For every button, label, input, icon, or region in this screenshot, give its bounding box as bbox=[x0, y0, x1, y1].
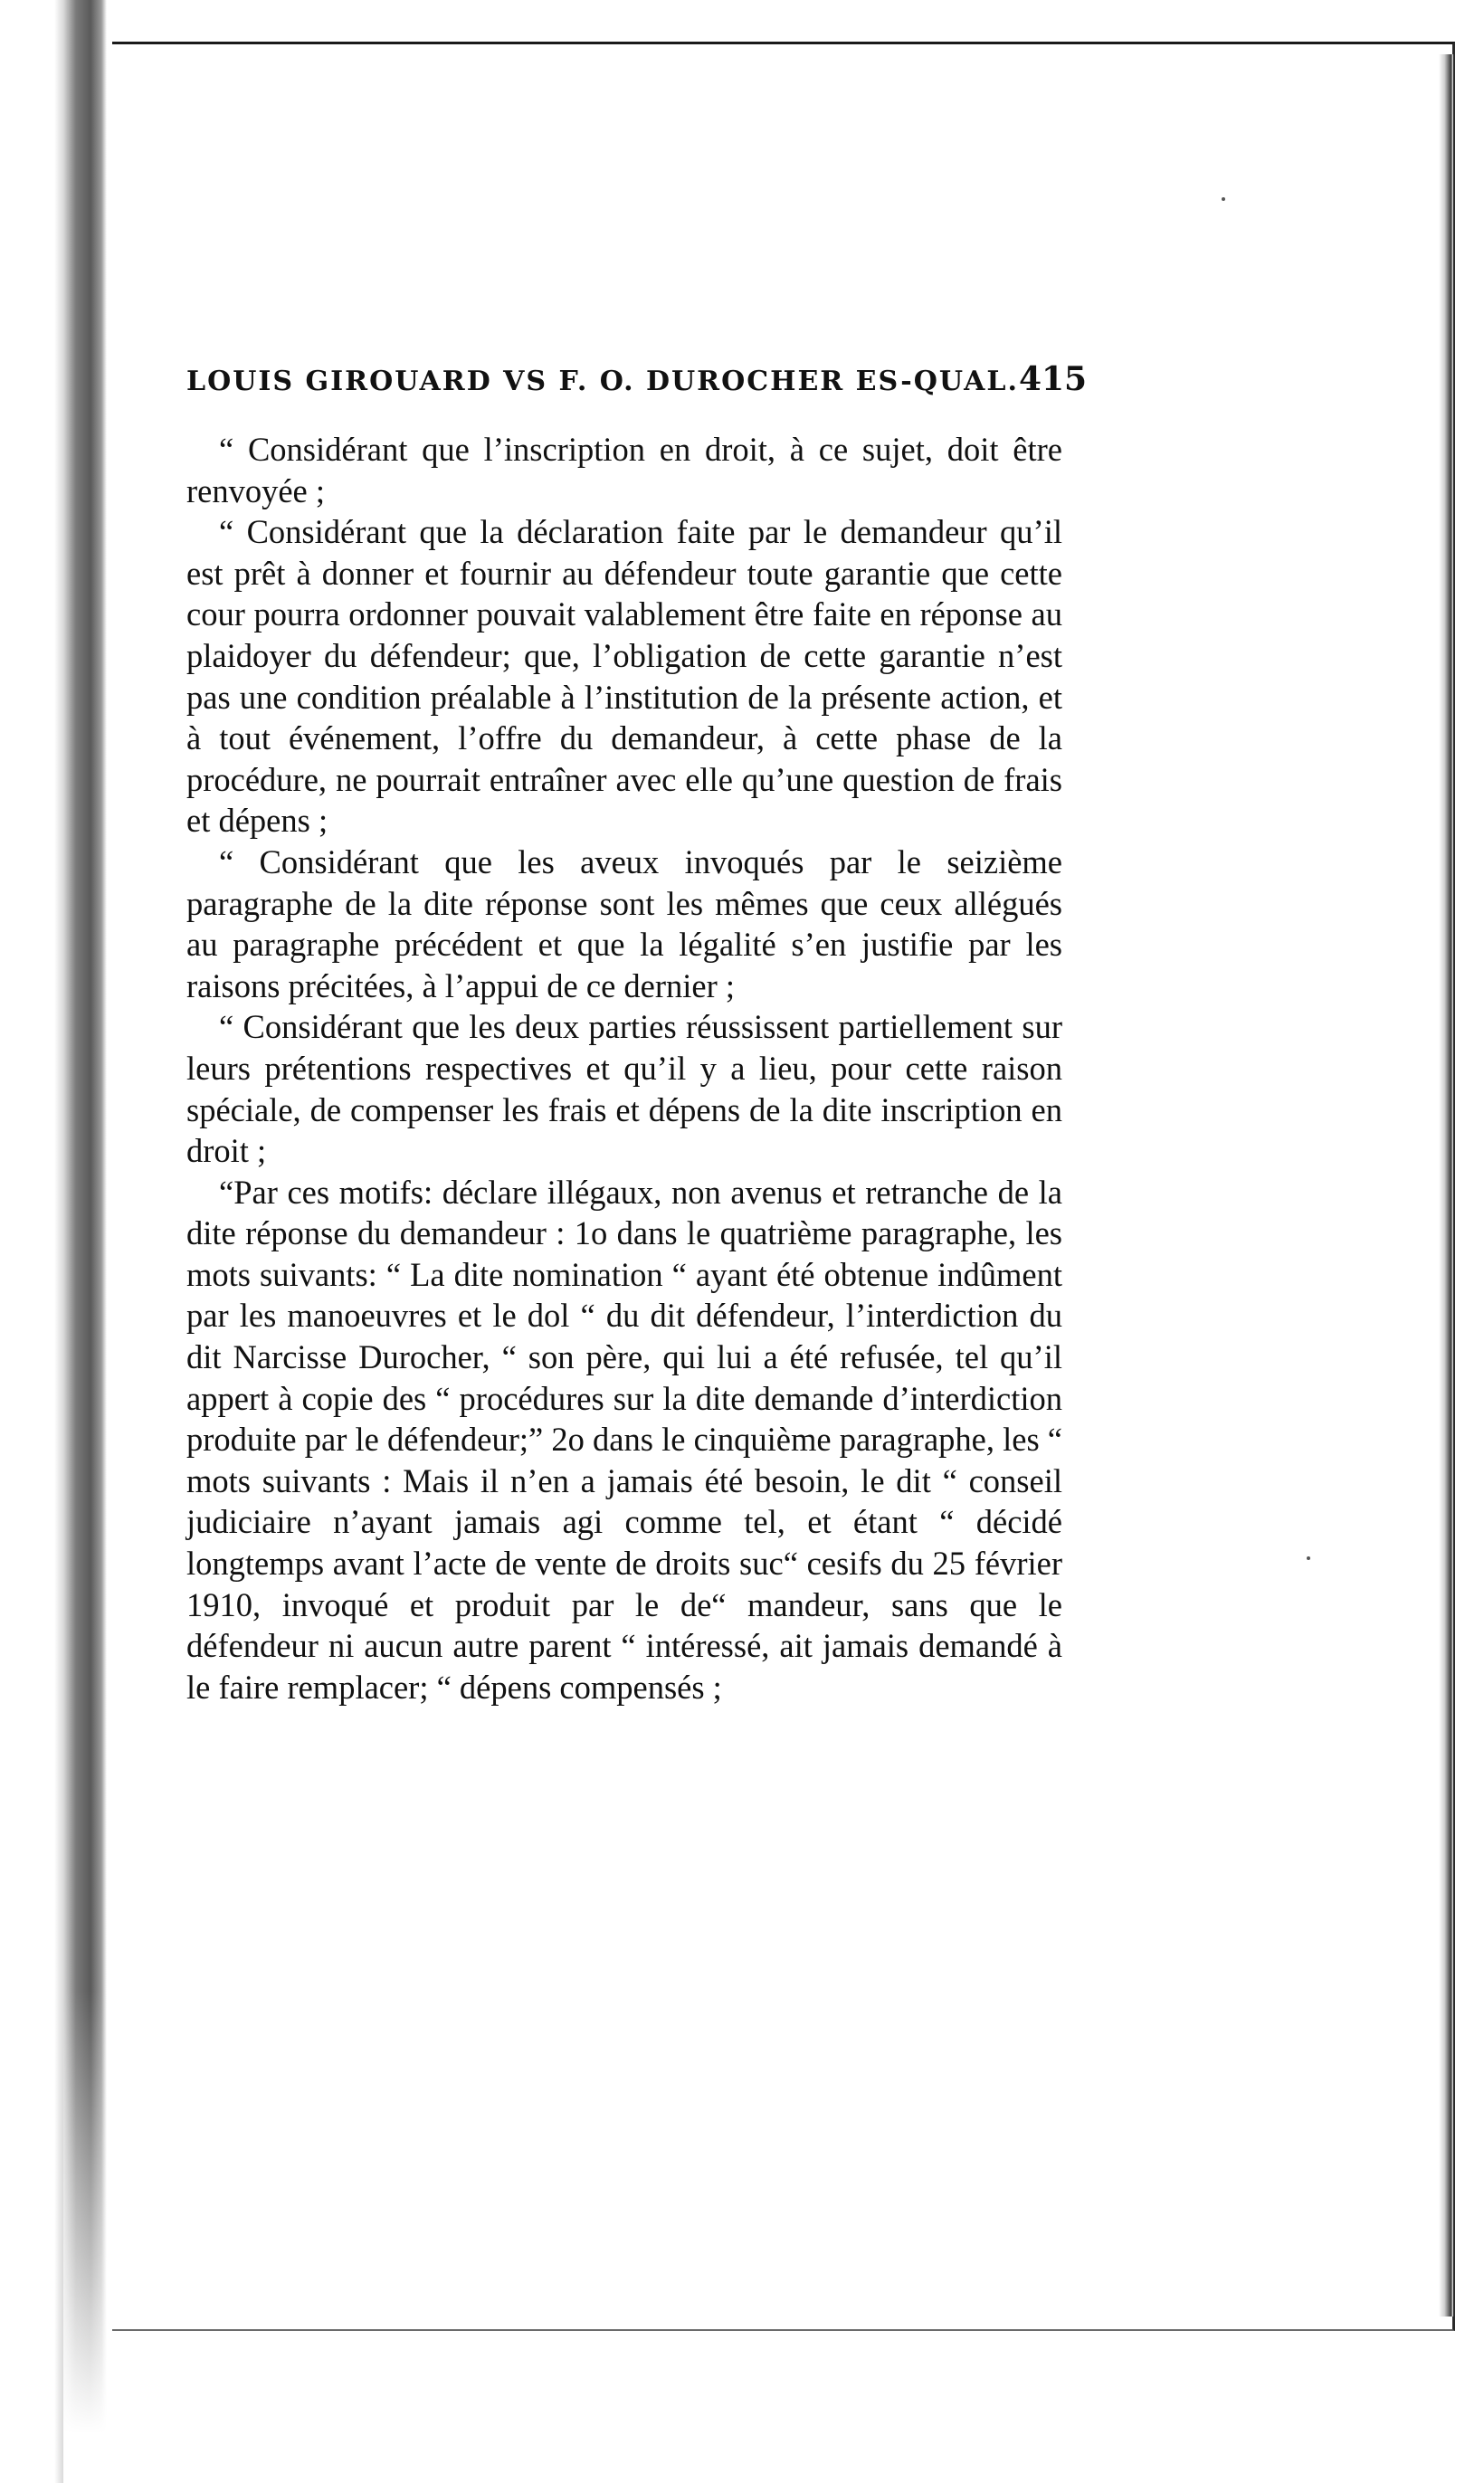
gutter-fade bbox=[63, 1991, 118, 2483]
page-number: 415 bbox=[1018, 360, 1088, 398]
paragraph-3: “ Considérant que les aveux invoqués par le seizième paragraphe de la dite réponse sont les mêmes que ceux allégués au paragraphe précédent et que la légalité s’en justifie par les raisons précitées, à l’appui de ce dernier ; bbox=[186, 842, 1062, 1004]
paragraph-2: “ Considérant que la déclaration faite par le demandeur qu’il est prêt à donner et fournir au défendeur toute garantie que cette cour pourra ordonner pouvait valablement être faite en réponse au plaidoyer du défendeur; que, l’obligation de cette garantie n’est pas une condition préalable à l’institution de la présente action, et à tout événement, l’offre du demandeur, à cette phase de la procédure, ne pourrait entraîner avec elle qu’une question de frais et dépens ; bbox=[186, 513, 1062, 840]
paragraph-1: “ Considérant que l’inscription en droit, à ce sujet, doit être renvoyée ; bbox=[186, 431, 1062, 509]
running-head: LOUIS GIROUARD VS F. O. DUROCHER ES-QUAL. bbox=[186, 366, 1019, 397]
body-text bbox=[186, 429, 1062, 1708]
scan-speck bbox=[1222, 197, 1225, 201]
paragraph-4: “ Considérant que les deux parties réussissent partiellement sur leurs prétentions respectives et qu’il y a lieu, pour cette raison spéciale, de compenser les frais et dépens de la dite inscription en droit ; bbox=[186, 1008, 1062, 1170]
page-header bbox=[186, 360, 1088, 398]
page-right-edge bbox=[1439, 54, 1453, 2317]
paragraph-5: “Par ces motifs: déclare illégaux, non avenus et retranche de la dite réponse du demandeur : 1o dans le quatrième paragraphe, les mots suivants: “ La dite nomination “ ayant été obtenue indûment par les manoeuvres et le dol “ du dit défendeur, l’interdiction du dit Narcisse Durocher, “ son père, qui lui a été refusée, tel qu’il appert à copie des “ procédures sur la dite demande d’interdiction produite par le défendeur;” 2o dans le cinquième paragraphe, les “ mots suivants : Mais il n’en a jamais été besoin, le dit “ conseil judiciaire n’ayant jamais agi comme tel, et étant “ décidé longtemps avant l’acte de vente de droits suc“ cesifs du 25 février 1910, invoqué et produit par le de“ mandeur, sans que le défendeur ni aucun autre parent “ intéressé, ait jamais demandé à le faire remplacer; “ dépens compensés ; bbox=[186, 1173, 1062, 1706]
scan-speck bbox=[1307, 1556, 1310, 1560]
